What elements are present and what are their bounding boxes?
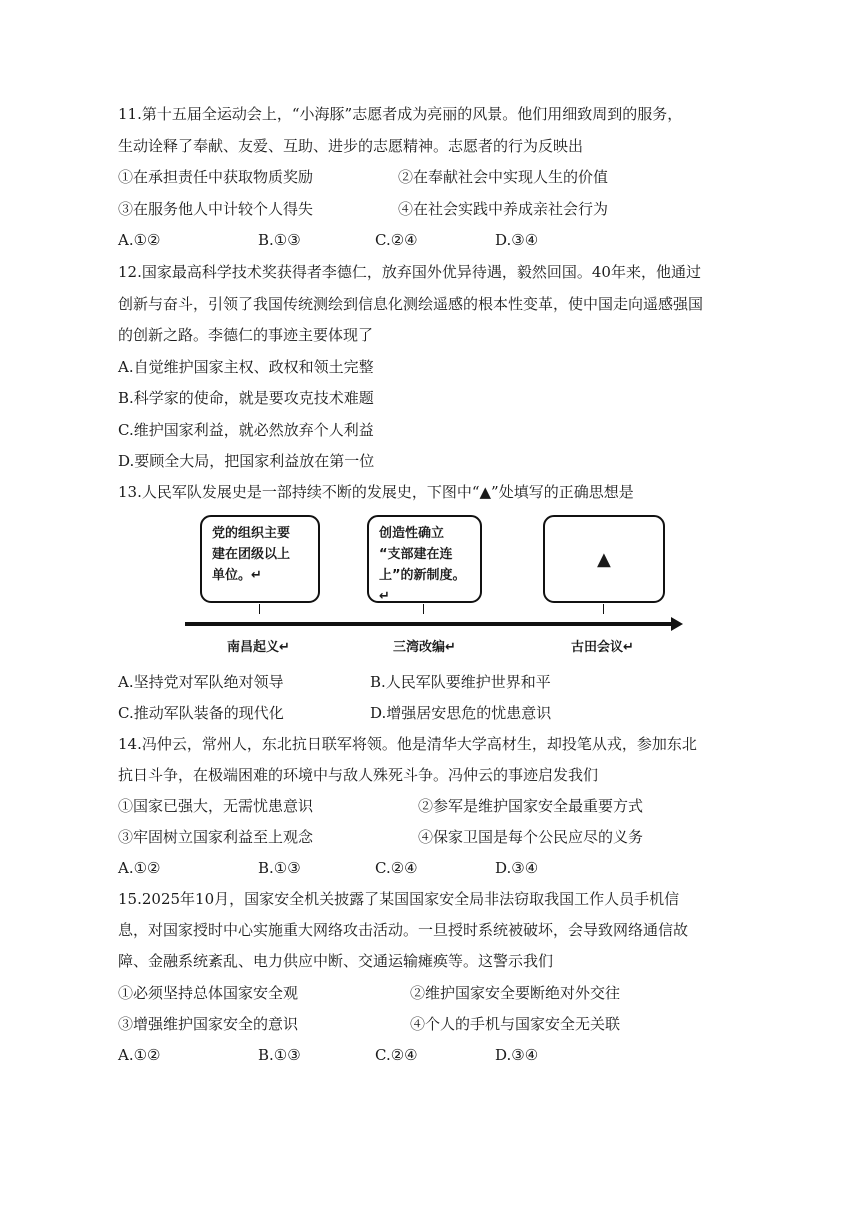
box1-line2: 建在团级以上 <box>212 547 291 562</box>
q11-answer-d: D.③④ <box>495 231 539 249</box>
q11-stem-line2: 生动诠释了奉献、友爱、互助、进步的志愿精神。志愿者的行为反映出 <box>118 137 584 155</box>
q14-option-1: ①国家已强大，无需忧患意识 <box>118 797 314 815</box>
q11-option-3: ③在服务他人中计较个人得失 <box>118 200 314 218</box>
q15-stem-line2: 息，对国家授时中心实施重大网络攻击活动。一旦授时系统被破坏，会导致网络通信故 <box>118 921 689 939</box>
tick-2 <box>423 604 424 614</box>
q13-option-b: B.人民军队要维护世界和平 <box>370 673 551 691</box>
q12-option-a: A.自觉维护国家主权、政权和领土完整 <box>118 358 374 376</box>
q15-option-2: ②维护国家安全要断绝对外交往 <box>410 984 621 1002</box>
q15-answer-b: B.①③ <box>258 1046 301 1064</box>
box2-line1: 创造性确立 <box>379 526 445 541</box>
q13-option-a: A.坚持党对军队绝对领导 <box>118 673 284 691</box>
q12-option-d: D.要顾全大局，把国家利益放在第一位 <box>118 452 375 470</box>
triangle-marker: ▲ <box>597 549 611 570</box>
q14-stem-line2: 抗日斗争，在极端困难的环境中与敌人殊死斗争。冯仲云的事迹启发我们 <box>118 766 599 784</box>
q11-option-2: ②在奉献社会中实现人生的价值 <box>398 168 609 186</box>
timeline-axis <box>185 622 673 626</box>
box1-line1: 党的组织主要 <box>212 526 291 541</box>
q14-answer-b: B.①③ <box>258 859 301 877</box>
q13-option-c: C.推动军队装备的现代化 <box>118 704 284 722</box>
label-gutian: 古田会议↵ <box>571 640 634 655</box>
q13-option-d: D.增强居安思危的忧患意识 <box>370 704 552 722</box>
q15-stem-line1: 15.2025年10月，国家安全机关披露了某国国家安全局非法窃取我国工作人员手机信 <box>118 890 680 908</box>
q14-option-2: ②参军是维护国家安全最重要方式 <box>418 797 644 815</box>
q14-answer-a: A.①② <box>118 859 161 877</box>
q11-answer-b: B.①③ <box>258 231 301 249</box>
q13-timeline-diagram <box>185 512 685 662</box>
q14-option-4: ④保家卫国是每个公民应尽的义务 <box>418 828 644 846</box>
q15-stem-line3: 障、金融系统紊乱、电力供应中断、交通运输瘫痪等。这警示我们 <box>118 952 554 970</box>
q13-stem: 13.人民军队发展史是一部持续不断的发展史，下图中“▲”处填写的正确思想是 <box>118 483 634 501</box>
box2-line2: “支部建在连 <box>379 547 453 562</box>
q11-answer-c: C.②④ <box>375 231 418 249</box>
q11-option-4: ④在社会实践中养成亲社会行为 <box>398 200 609 218</box>
q11-answer-a: A.①② <box>118 231 161 249</box>
q14-stem-line1: 14.冯仲云，常州人，东北抗日联军将领。他是清华大学高材生，却投笔从戎，参加东北 <box>118 735 697 753</box>
tick-3 <box>603 604 604 614</box>
q11-stem-line1: 11.第十五届全运动会上，“小海豚”志愿者成为亮丽的风景。他们用细致周到的服务， <box>118 105 683 123</box>
q15-answer-a: A.①② <box>118 1046 161 1064</box>
q14-option-3: ③牢固树立国家利益至上观念 <box>118 828 314 846</box>
timeline-arrowhead <box>671 617 683 631</box>
q12-stem-line3: 的创新之路。李德仁的事迹主要体现了 <box>118 326 374 344</box>
label-sanwan: 三湾改编↵ <box>393 640 456 655</box>
q12-stem-line1: 12.国家最高科学技术奖获得者李德仁，放弃国外优异待遇，毅然回国。40年来，他通过 <box>118 263 701 281</box>
timeline-box-sanwan <box>367 515 482 603</box>
timeline-box-nanchang <box>200 515 320 603</box>
q15-option-1: ①必须坚持总体国家安全观 <box>118 984 299 1002</box>
q12-option-c: C.维护国家利益，就必然放弃个人利益 <box>118 421 374 439</box>
box1-line3: 单位。↵ <box>212 568 262 583</box>
tick-1 <box>259 604 260 614</box>
timeline-box-gutian <box>543 515 665 603</box>
q15-option-3: ③增强维护国家安全的意识 <box>118 1015 299 1033</box>
q14-answer-c: C.②④ <box>375 859 418 877</box>
q15-answer-d: D.③④ <box>495 1046 539 1064</box>
q12-stem-line2: 创新与奋斗，引领了我国传统测绘到信息化测绘遥感的根本性变革，使中国走向遥感强国 <box>118 295 704 313</box>
q15-option-4: ④个人的手机与国家安全无关联 <box>410 1015 621 1033</box>
q15-answer-c: C.②④ <box>375 1046 418 1064</box>
q14-answer-d: D.③④ <box>495 859 539 877</box>
label-nanchang: 南昌起义↵ <box>227 640 290 655</box>
q11-option-1: ①在承担责任中获取物质奖励 <box>118 168 314 186</box>
q12-option-b: B.科学家的使命，就是要攻克技术难题 <box>118 389 374 407</box>
box2-line3: 上”的新制度。↵ <box>379 568 466 604</box>
